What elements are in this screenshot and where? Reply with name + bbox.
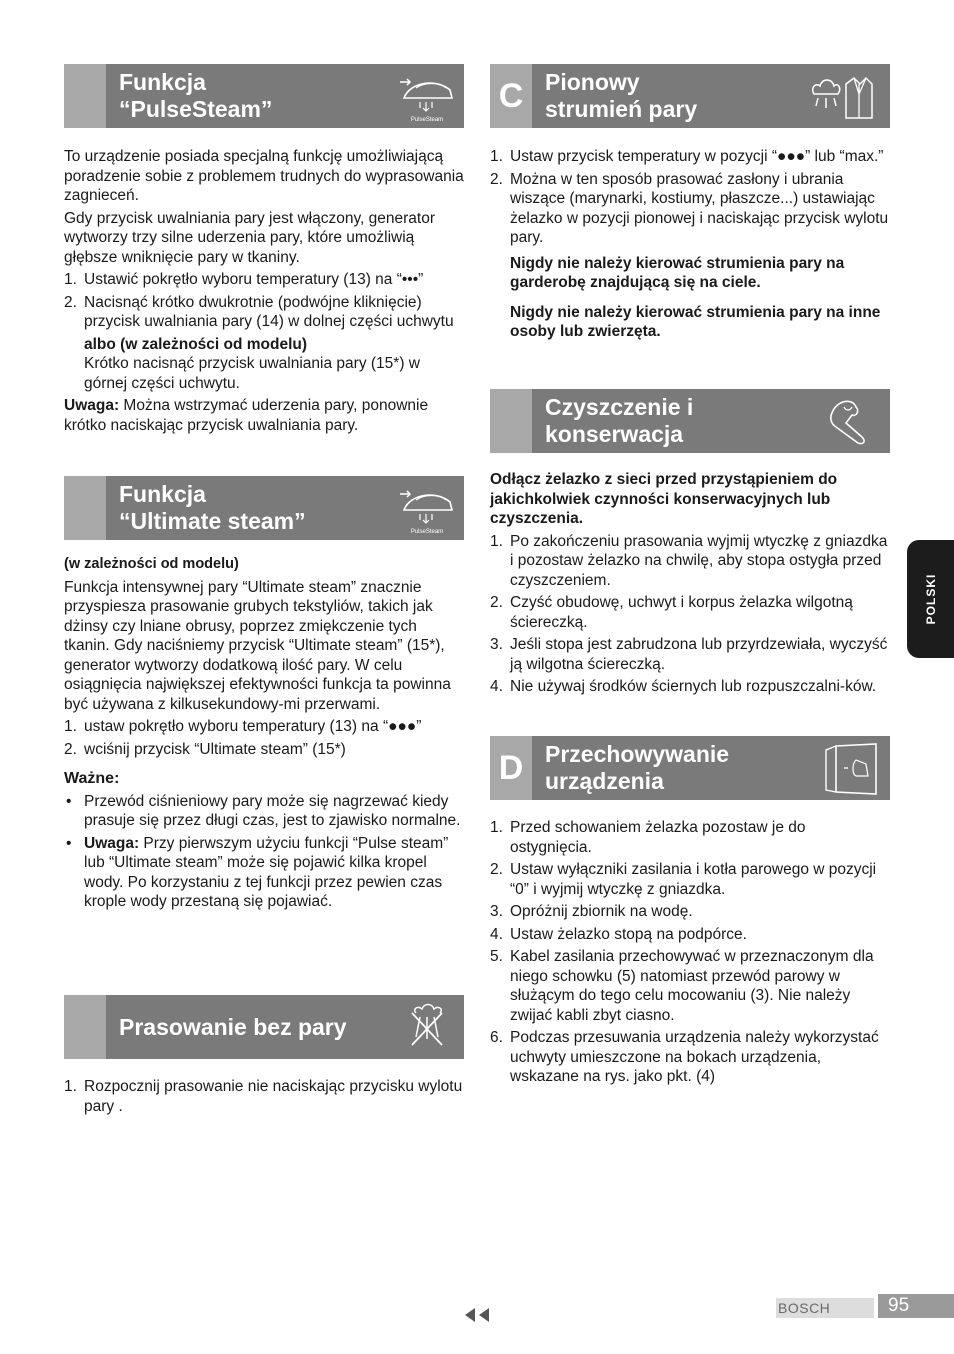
pulsesteam-icon: [396, 68, 458, 124]
section-title: Prasowanie bez pary: [119, 1014, 347, 1040]
no-steam-body: [64, 1077, 464, 1119]
brand-label: BOSCH: [776, 1298, 874, 1318]
ultimate-steam-body: [64, 555, 464, 915]
section-header-pulsesteam: [64, 64, 464, 128]
list-item: • Przewód ciśnieniowy pary może się nagrzewać kiedy prasuje się przez długi czas, jest to zjawisko normalne.: [66, 792, 461, 829]
bullet-list: [64, 792, 464, 912]
paragraph: Gdy przycisk uwalniania pary jest włączony, generator wytworzy trzy silne uderzenia pary, które umożliwią głębsze wniknięcie pary w tkaniny.: [64, 209, 436, 266]
model-note: (w zależności od modelu): [64, 556, 239, 572]
page-number: 95: [878, 1294, 954, 1318]
svg-text:PulseSteam: PulseSteam: [410, 529, 444, 535]
steps-list: [64, 270, 464, 332]
section-title: Czyszczenie i konserwacja: [545, 394, 694, 447]
paragraph: To urządzenie posiada specjalną funkcję umożliwiającą poradzenie sobie z problemem trudnych do wyprasowania zagnieceń.: [64, 148, 464, 204]
list-item: 1. Ustawić pokrętło wyboru temperatury (13) na “•••”: [64, 271, 424, 288]
important-heading: Ważne:: [64, 770, 120, 787]
list-item: 1. Po zakończeniu prasowania wyjmij wtyczkę z gniazdka i pozostaw żelazko na chwilę, aby stopa ostygła przed czyszczeniem.: [490, 532, 888, 589]
language-label: POLSKI: [923, 573, 938, 625]
section-header-no-steam: [64, 995, 464, 1059]
steps-list: [490, 147, 890, 248]
list-item: 2. wciśnij przycisk “Ultimate steam” (15*): [64, 740, 346, 758]
warning: Nigdy nie należy kierować strumienia pary na inne osoby lub zwierzęta.: [510, 303, 881, 340]
list-item: 2. Nacisnąć krótko dwukrotnie (podwójne kliknięcie) przycisk uwalniania pary (14) w dolnej części uchwytu: [64, 293, 454, 330]
steps-list: [490, 532, 890, 697]
list-item: 1. Przed schowaniem żelazka pozostaw je do ostygnięcia.: [490, 819, 806, 856]
list-item: 3. Opróżnij zbiornik na wodę.: [490, 903, 693, 920]
list-item: 3. Jeśli stopa jest zabrudzona lub przyrdzewiała, wyczyść ją wilgotna ściereczką.: [490, 636, 888, 673]
alternative-heading: albo (w zależności od modelu): [84, 335, 308, 353]
back-arrows-icon[interactable]: [463, 1307, 491, 1323]
section-tab: [490, 389, 532, 453]
section-title: Funkcja “PulseSteam”: [119, 69, 273, 122]
warning: Nigdy nie należy kierować strumienia pary na garderobę znajdującą się na ciele.: [510, 254, 845, 291]
note: Uwaga: Można wstrzymać uderzenia pary, ponownie krótko naciskając przycisk uwalniania pary.: [64, 397, 429, 434]
section-tab: [64, 476, 106, 540]
storage-body: [490, 818, 890, 1090]
ultimate-steam-icon: [396, 480, 458, 536]
section-header-cleaning: [490, 389, 890, 453]
cleaning-body: [490, 470, 890, 700]
section-letter: C: [490, 64, 532, 128]
section-tab: [64, 995, 106, 1059]
pulsesteam-body: [64, 147, 464, 438]
list-item: 5. Kabel zasilania przechowywać w przeznaczonym dla niego schowku (5) natomiast przewód parowy w służącym do tego celu mocowaniu (3). Nie należy zwijać kabli zbyt ciasno.: [490, 948, 874, 1024]
steps-list: [64, 717, 464, 759]
language-tab: [907, 540, 954, 658]
no-steam-icon: [396, 999, 458, 1055]
list-item: 6. Podczas przesuwania urządzenia należy wykorzystać uchwyty umieszczone na bokach urządzenia, wskazane na rys. jako pkt. (4): [490, 1029, 879, 1085]
list-item: 1. Rozpocznij prasowanie nie naciskając przycisku wylotu pary .: [64, 1078, 463, 1115]
list-item: 2. Ustaw wyłączniki zasilania i kotła parowego w pozycji “0” i wyjmij wtyczkę z gniazdka.: [490, 861, 877, 898]
section-header-storage: [490, 736, 890, 800]
storage-cabinet-icon: [822, 740, 884, 796]
list-item: 1. Ustaw przycisk temperatury w pozycji “●●●” lub “max.”: [490, 148, 884, 165]
list-item: 4. Nie używaj środków ściernych lub rozpuszczalni-ków.: [490, 678, 877, 695]
section-title: Pionowy strumień pary: [545, 69, 698, 122]
section-title: Przechowywanie urządzenia: [545, 741, 730, 794]
section-header-ultimate-steam: [64, 476, 464, 540]
paragraph: Funkcja intensywnej pary “Ultimate steam” znacznie przyspiesza prasowanie grubych tekstyliów, takich jak dżinsy czy lniane obrusy, poprzez zmiękczenie tych tkanin. Gdy naciśniemy przycisk “Ultimate steam” (15*), generator wytworzy dodatkową ilość pary. W celu osiągnięcia największej efektywności funkcja ta powinna być używana z kilkusekundowy-mi przerwami.: [64, 578, 451, 713]
cleaning-hand-icon: [822, 393, 884, 449]
warning: Odłącz żelazko z sieci przed przystąpieniem do jakichkolwiek czynności konserwacyjnych lub czyszczenia.: [490, 471, 838, 527]
list-item: 2. Można w ten sposób prasować zasłony i ubrania wiszące (marynarki, kostiumy, płaszcze...) ustawiając żelazko w pozycji pionowej i naciskając przycisk wylotu pary.: [490, 170, 889, 246]
section-tab: [64, 64, 106, 128]
vertical-steam-body: [490, 147, 890, 345]
section-letter: D: [490, 736, 532, 800]
list-item: 1. ustaw pokrętło wyboru temperatury (13) na “●●●”: [64, 718, 422, 735]
svg-text:PulseSteam: PulseSteam: [410, 117, 444, 123]
steps-list: [64, 1077, 464, 1116]
paragraph: Krótko nacisnąć przycisk uwalniania pary (15*) w górnej części uchwytu.: [84, 355, 420, 392]
vertical-steam-garment-icon: [798, 68, 884, 124]
list-item: 4. Ustaw żelazko stopą na podpórce.: [490, 925, 747, 943]
list-item: • Uwaga: Przy pierwszym użyciu funkcji “Pulse steam” lub “Ultimate steam” może się pojawić kilka kropel wody. Po korzystaniu z tej funkcji przez pewien czas krople wody przestaną się pojawiać.: [66, 834, 449, 910]
section-title: Funkcja “Ultimate steam”: [119, 481, 306, 534]
steps-list: [490, 818, 890, 1087]
section-header-vertical-steam: [490, 64, 890, 128]
list-item: 2. Czyść obudowę, uchwyt i korpus żelazka wilgotną ściereczką.: [490, 594, 853, 631]
